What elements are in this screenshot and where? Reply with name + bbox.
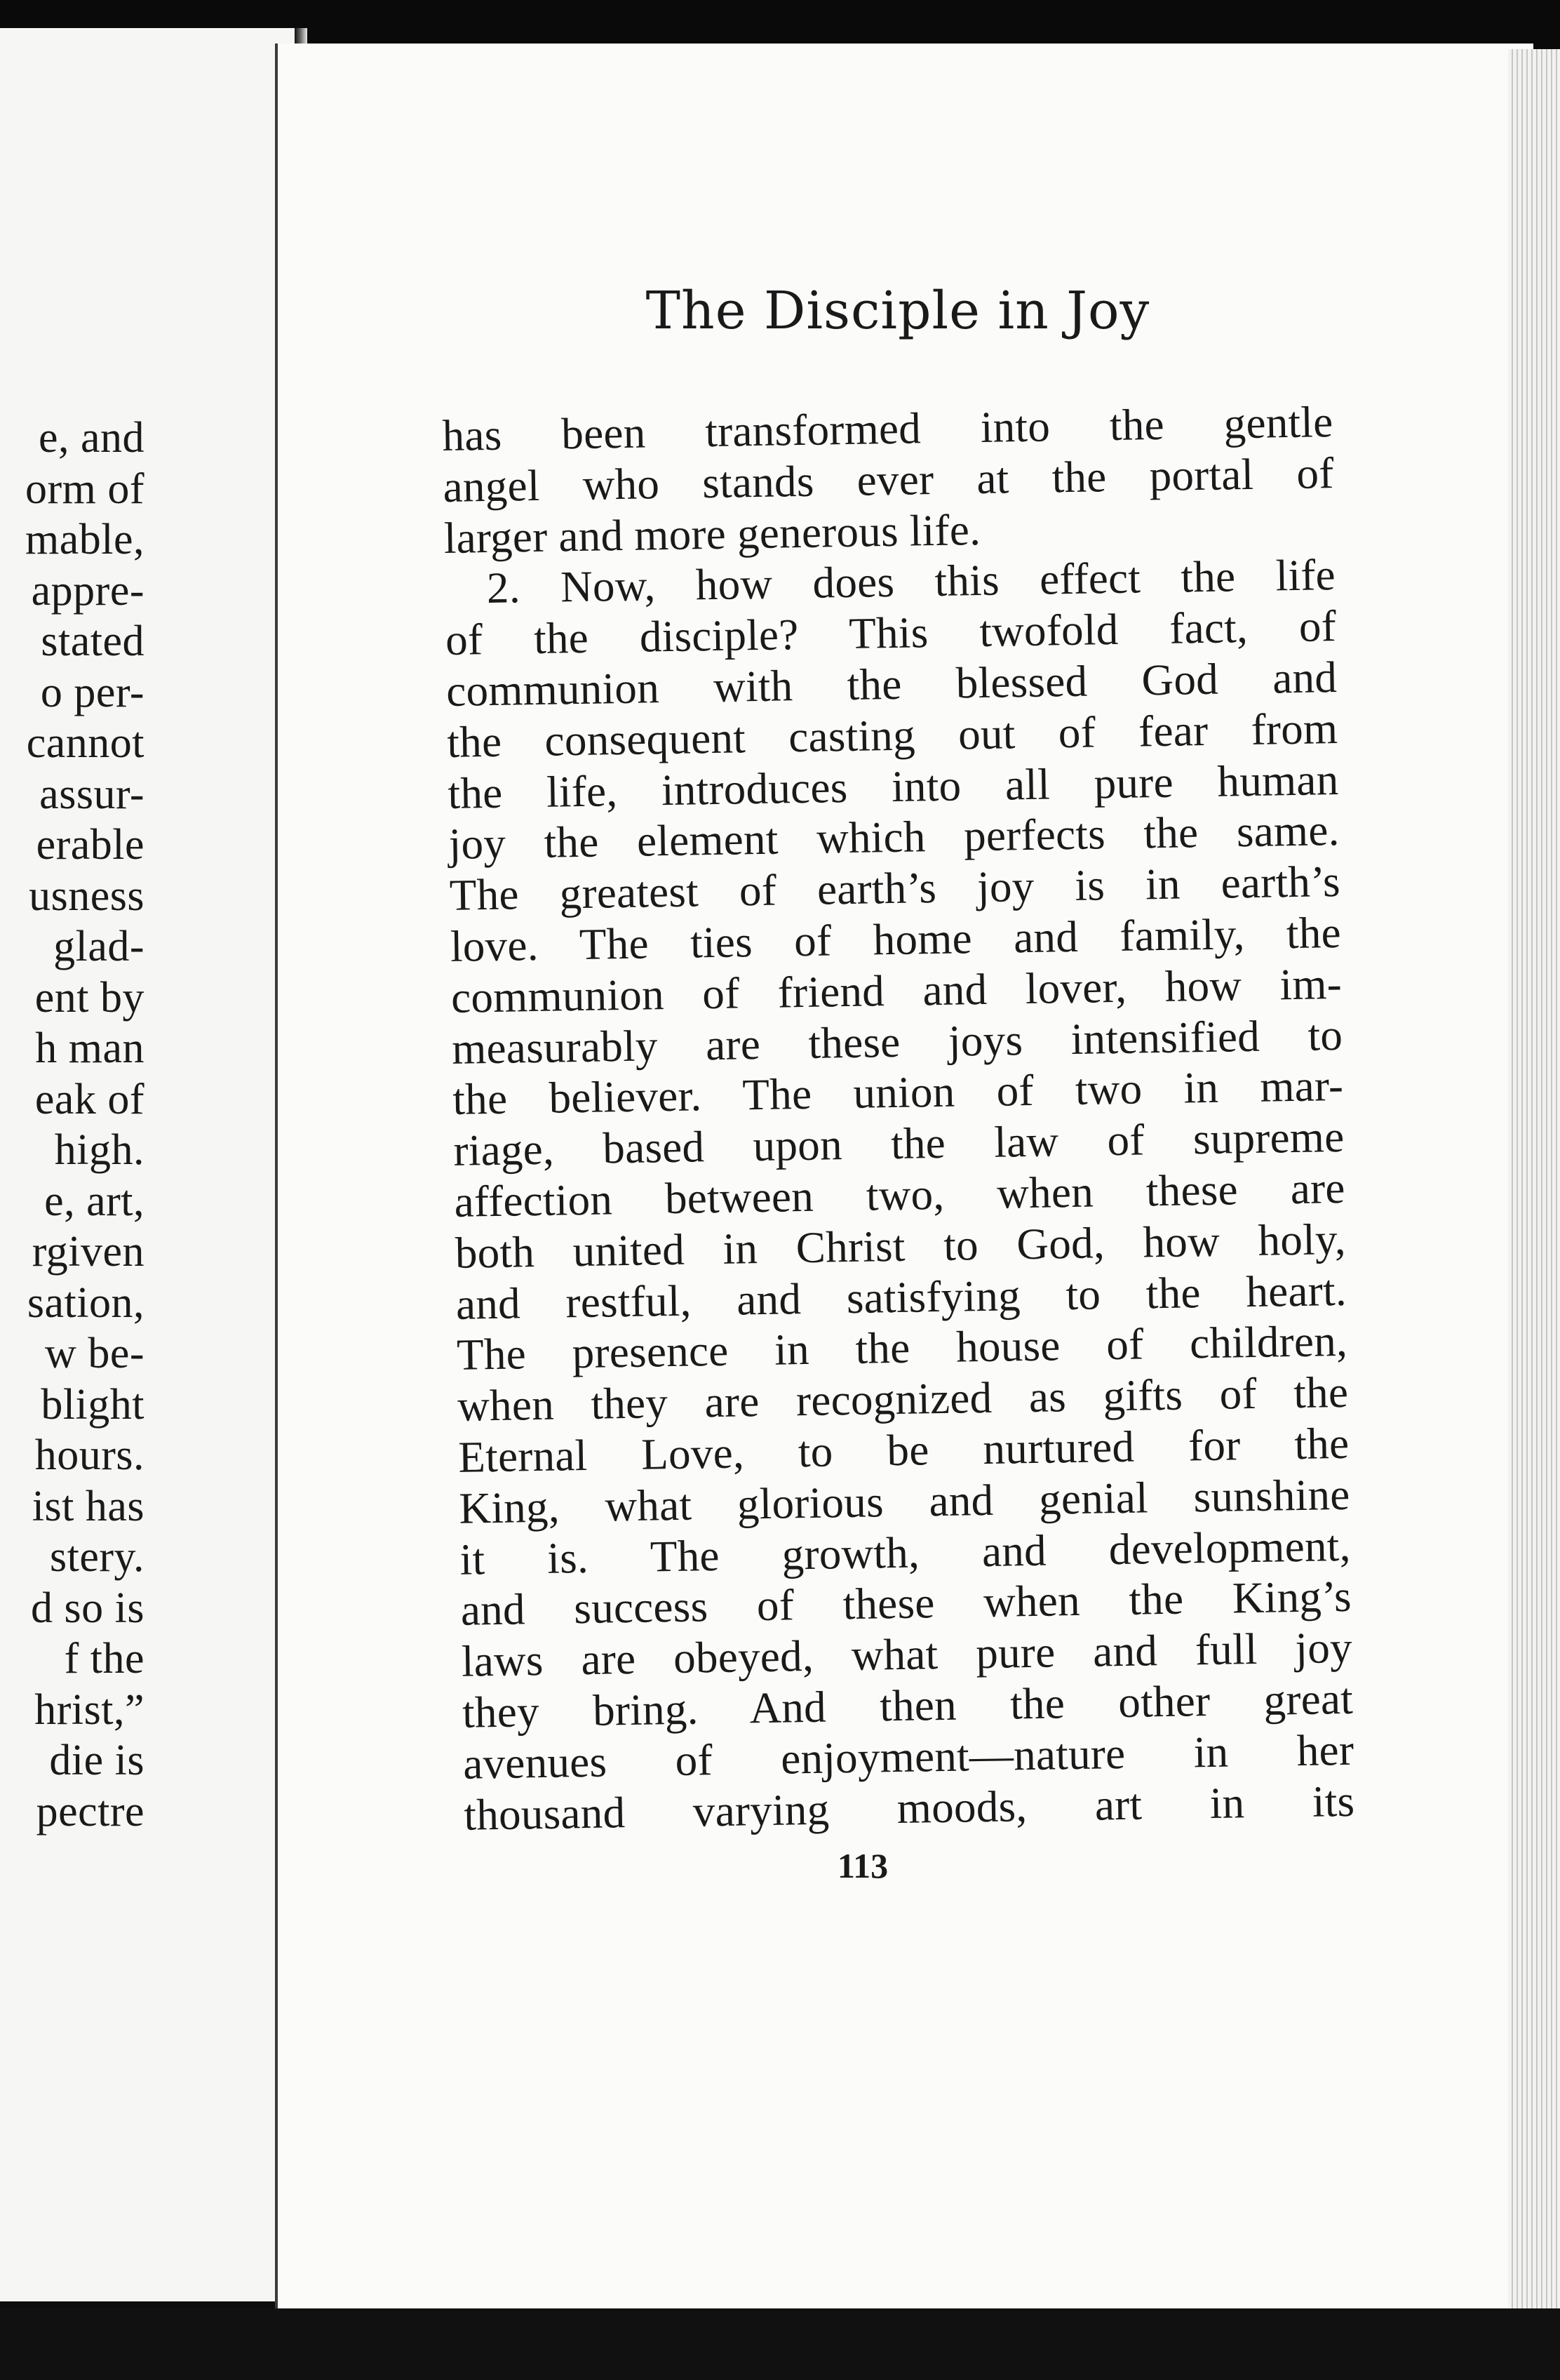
left-line: ent by [34,973,144,1022]
left-line: rgiven [32,1228,144,1276]
body-line: the believer. The union of two in mar- [452,1061,1344,1125]
body-line: The greatest of earth’s joy is in earth’s [449,857,1341,921]
body-line: King, what glorious and genial sunshine [459,1469,1350,1533]
body-line: both united in Christ to God, how holy, [455,1214,1347,1278]
left-line: mable, [25,516,144,563]
body-line: thousand varying moods, art in its [463,1776,1355,1840]
left-line: pectre [36,1787,144,1836]
body-line: riage, based upon the law of supreme [453,1112,1345,1176]
body-line: the consequent casting out of fear from [446,703,1338,767]
body-line: communion of friend and lover, how im- [450,958,1343,1022]
left-line: erable [36,821,144,869]
left-line: die is [49,1737,144,1784]
body-line: when they are recognized as gifts of the [457,1368,1349,1431]
left-line: w be- [45,1330,144,1377]
scan-border-bottom [0,2308,1560,2380]
left-line: f the [64,1635,144,1683]
left-line: e, art, [44,1177,144,1225]
left-line: o per- [40,668,144,716]
body-line: joy the element which perfects the same. [448,805,1340,869]
left-line: stery. [50,1533,144,1581]
page-edges [1508,49,1560,2365]
left-line: glad- [53,923,144,970]
body-line: it is. The growth, and development, [459,1520,1352,1584]
left-line: hrist,” [34,1685,144,1734]
left-page-text [0,413,144,1837]
body-line: and success of these when the King’s [460,1572,1352,1636]
body-text [442,396,1355,1840]
left-line: ist has [32,1482,144,1530]
left-line: blight [41,1380,144,1429]
body-line: and restful, and satisfying to the heart. [455,1265,1347,1329]
left-line: stated [41,617,144,665]
body-line: measurably are these joys intensified to [451,1010,1343,1074]
left-line: d so is [31,1584,144,1632]
left-line: appre- [31,566,144,615]
body-line: love. The ties of home and family, the [450,907,1342,971]
left-line: cannot [26,719,144,767]
left-line: sation, [27,1278,144,1327]
body-line: affection between two, when these are [454,1163,1346,1226]
left-line: h man [35,1024,144,1072]
left-line: hours. [34,1431,144,1479]
left-line: e, and [38,414,144,462]
body-line: Eternal Love, to be nurtured for the [457,1418,1350,1482]
left-line: eak of [34,1075,144,1123]
body-line: larger and more generous life. [443,504,981,563]
body-line: of the disciple? This twofold fact, of [445,601,1337,665]
body-line: has been transformed into the gentle [442,397,1333,460]
left-line: high. [54,1126,144,1174]
body-line: angel who stands ever at the portal of [443,448,1335,512]
body-line: avenues of enjoyment—nature in her [462,1725,1354,1789]
page-number: 113 [837,1846,889,1885]
left-line: usness [29,871,144,920]
left-line: orm of [25,464,144,513]
left-page [0,28,299,2301]
left-line: assur- [39,770,144,818]
body-line: the life, introduces into all pure human [448,754,1339,818]
body-line: laws are obeyed, what pure and full joy [461,1622,1353,1686]
body-line: The presence in the house of children, [456,1316,1348,1380]
body-line: 2. Now, how does this effect the life [486,550,1336,613]
running-head: The Disciple in Joy [645,281,1150,341]
body-line: they bring. And then the other great [462,1673,1354,1737]
body-line: communion with the blessed God and [445,652,1338,716]
